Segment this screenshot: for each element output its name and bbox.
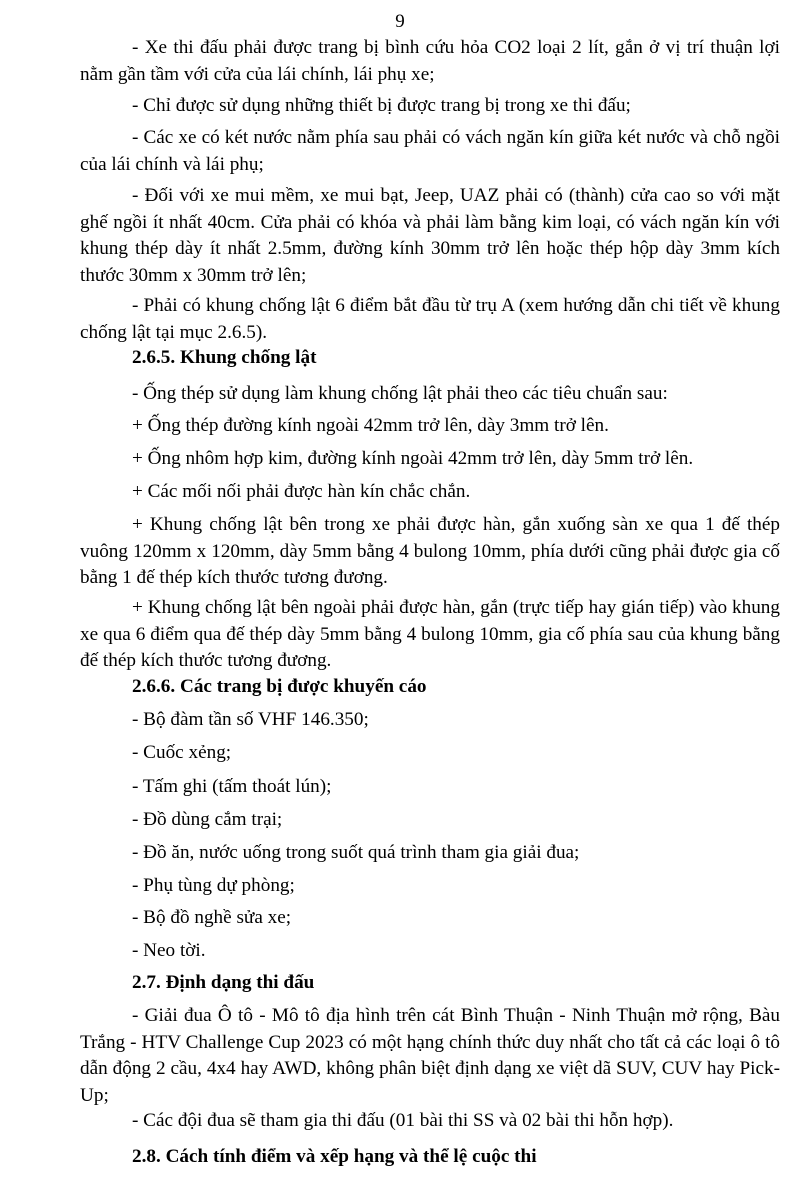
paragraph-soft-top-vehicles: - Đối với xe mui mềm, xe mui bạt, Jeep, UAZ phải có (thành) cửa cao so với mặt ghế ngồi ít nhất 40cm. Cửa phải có khóa và phải làm bằng kim loại, có vách ngăn kín với khung thép dày ít nhất 2.5mm, đường kính 30mm trở lên hoặc thép hộp dày 3mm kích thước 30mm x 30mm trở lên; — [80, 185, 780, 286]
paragraph-teams-stages: - Các đội đua sẽ tham gia thi đấu (01 bài thi SS và 02 bài thi hỗn hợp). — [132, 1110, 674, 1131]
paragraph-equipment-only: - Chỉ được sử dụng những thiết bị được trang bị trong xe thi đấu; — [132, 95, 631, 116]
heading-2-6-5: 2.6.5. Khung chống lật — [132, 347, 317, 368]
heading-2-8: 2.8. Cách tính điểm và xếp hạng và thể lệ cuộc thi — [132, 1146, 537, 1167]
paragraph-rollcage-requirement: - Phải có khung chống lật 6 điểm bắt đầu từ trụ A (xem hướng dẫn chi tiết về khung chống lật tại mục 2.6.5). — [80, 295, 780, 343]
rollcage-standard-intro: - Ống thép sử dụng làm khung chống lật phải theo các tiêu chuẩn sau: — [132, 383, 668, 404]
list-item: - Bộ đồ nghề sửa xe; — [132, 907, 292, 928]
rollcage-welds: + Các mối nối phải được hàn kín chắc chắn. — [132, 481, 471, 502]
heading-2-7: 2.7. Định dạng thi đấu — [132, 972, 315, 993]
list-item: - Bộ đàm tần số VHF 146.350; — [132, 709, 369, 730]
list-item: - Neo tời. — [132, 940, 206, 961]
list-item: - Cuốc xẻng; — [132, 742, 232, 763]
paragraph-competition-format: - Giải đua Ô tô - Mô tô địa hình trên cát Bình Thuận - Ninh Thuận mở rộng, Bàu Trắng - HTV Challenge Cup 2023 có một hạng chính thức duy nhất cho tất cả các loại ô tô dẫn động 2 cầu, 4x4 hay AWD, không phân biệt định dạng xe việt dã SUV, CUV hay Pick-Up; — [80, 1005, 780, 1106]
list-item: - Tấm ghi (tấm thoát lún); — [132, 776, 332, 797]
heading-2-6-6: 2.6.6. Các trang bị được khuyến cáo — [132, 676, 427, 697]
paragraph-fire-extinguisher: - Xe thi đấu phải được trang bị bình cứu hỏa CO2 loại 2 lít, gắn ở vị trí thuận lợi nằm gần tầm với cửa của lái chính, lái phụ xe; — [80, 37, 780, 85]
rollcage-aluminum-tube: + Ống nhôm hợp kim, đường kính ngoài 42mm trở lên, dày 5mm trở lên. — [132, 448, 694, 469]
paragraph-outer-rollcage: + Khung chống lật bên ngoài phải được hàn, gắn (trực tiếp hay gián tiếp) vào khung xe qua 6 điểm qua đế thép dày 5mm bằng 4 bulong 10mm, gia cố phía sau của khung bằng đế thép kích thước tương đương. — [80, 597, 780, 671]
list-item: - Phụ tùng dự phòng; — [132, 875, 295, 896]
rollcage-steel-tube: + Ống thép đường kính ngoài 42mm trở lên, dày 3mm trở lên. — [132, 415, 609, 436]
page-number: 9 — [395, 11, 405, 32]
paragraph-radiator-partition: - Các xe có két nước nằm phía sau phải có vách ngăn kín giữa két nước và chỗ ngồi của lái chính và lái phụ; — [80, 127, 780, 175]
list-item: - Đồ ăn, nước uống trong suốt quá trình tham gia giải đua; — [132, 842, 580, 863]
paragraph-inner-rollcage: + Khung chống lật bên trong xe phải được hàn, gắn xuống sàn xe qua 1 đế thép vuông 120mm x 120mm, dày 5mm bằng 4 bulong 10mm, phía dưới cũng phải được gia cố bằng 1 đế thép kích thước tương đương. — [80, 514, 780, 588]
list-item: - Đồ dùng cắm trại; — [132, 809, 283, 830]
